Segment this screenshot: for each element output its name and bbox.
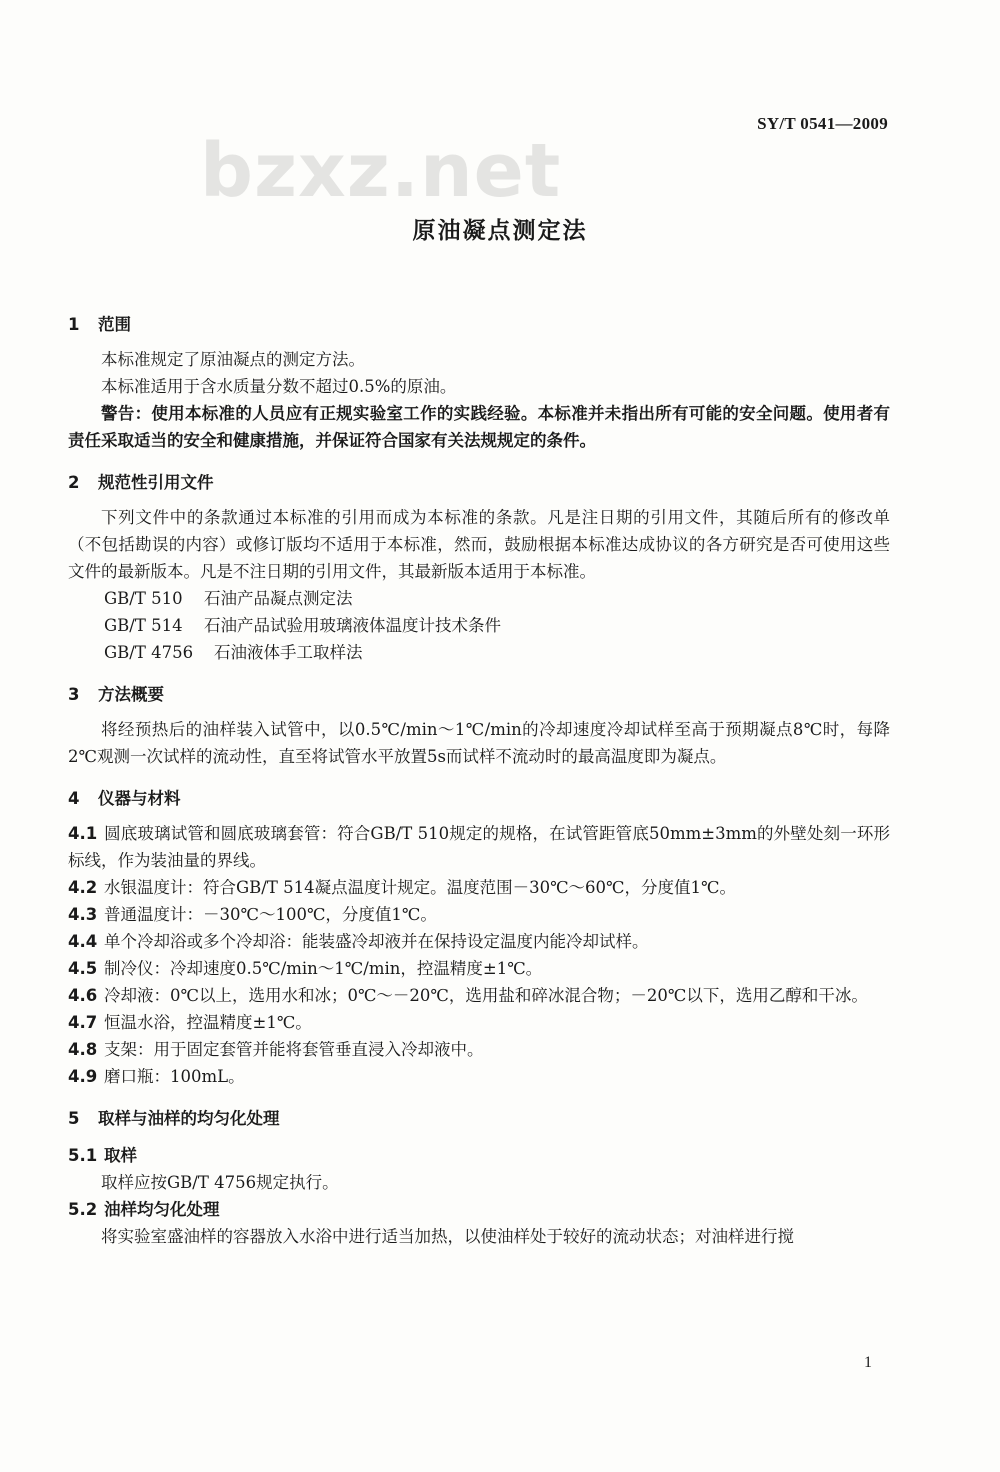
list-item [68,982,890,1009]
paragraph: 将经预热后的油样装入试管中，以0.5℃/min～1℃/min的冷却速度冷却试样至高于预期凝点8℃时，每降2℃观测一次试样的流动性，直至将试管水平放置5s而试样不流动时的最高温度即为凝点。 [68,720,890,766]
list-item [68,874,890,901]
instrument-list [68,820,890,1090]
list-item [68,1036,890,1063]
subsection-number: 5.1 [68,1146,98,1165]
item-text: 支架：用于固定套管并能将套管垂直浸入冷却液中。 [104,1040,484,1059]
item-text: 制冷仪：冷却速度0.5℃/min～1℃/min，控温精度±1℃。 [104,959,543,978]
list-item [68,928,890,955]
section-title: 范围 [98,315,131,334]
document-body [68,310,890,1250]
paragraph: 本标准适用于含水质量分数不超过0.5%的原油。 [101,377,457,396]
warning-paragraph: 警告：使用本标准的人员应有正规实验室工作的实践经验。本标准并未指出所有可能的安全问题。使用者有责任采取适当的安全和健康措施，并保证符合国家有关法规规定的条件。 [68,404,890,450]
paragraph: 将实验室盛油样的容器放入水浴中进行适当加热，以使油样处于较好的流动状态；对油样进行搅 [101,1227,794,1246]
item-text: 磨口瓶：100mL。 [104,1067,245,1086]
section-4-heading [68,784,890,814]
paragraph: 取样应按GB/T 4756规定执行。 [101,1173,339,1192]
list-item [68,1063,890,1090]
item-number: 4.4 [68,932,98,951]
watermark: bzxz.net [200,128,562,214]
list-item [68,901,890,928]
item-number: 4.3 [68,905,98,924]
reference-name: 石油产品试验用玻璃液体温度计技术条件 [204,616,501,635]
reference-code: GB/T 514 [104,616,183,635]
section-1-heading [68,310,890,340]
item-number: 4.7 [68,1013,98,1032]
list-item [68,1009,890,1036]
section-title: 方法概要 [98,685,164,704]
section-5-heading [68,1104,890,1134]
item-text: 普通温度计：－30℃～100℃，分度值1℃。 [104,905,437,924]
page-number: 1 [864,1354,872,1371]
subsection-5-2-heading [68,1196,890,1223]
item-number: 4.2 [68,878,98,897]
item-text: 圆底玻璃试管和圆底玻璃套管：符合GB/T 510规定的规格，在试管距管底50mm±3mm的外壁处刻一环形标线，作为装油量的界线。 [68,824,890,870]
paragraph: 本标准规定了原油凝点的测定方法。 [101,350,365,369]
section-title: 仪器与材料 [98,789,181,808]
reference-name: 石油产品凝点测定法 [204,589,353,608]
reference-name: 石油液体手工取样法 [214,643,363,662]
section-title: 规范性引用文件 [98,473,214,492]
item-text: 单个冷却浴或多个冷却浴：能装盛冷却液并在保持设定温度内能冷却试样。 [104,932,649,951]
section-number: 2 [68,473,80,492]
list-item [68,820,890,874]
subsection-number: 5.2 [68,1200,98,1219]
subsection-title: 取样 [104,1146,137,1165]
reference-item [68,585,890,612]
item-number: 4.8 [68,1040,98,1059]
item-text: 冷却液：0℃以上，选用水和冰；0℃～－20℃，选用盐和碎冰混合物；－20℃以下，选用乙醇和干冰。 [104,986,868,1005]
document-title: 原油凝点测定法 [412,218,588,244]
item-number: 4.6 [68,986,98,1005]
section-3-heading [68,680,890,710]
subsection-5-1-heading [68,1142,890,1169]
list-item [68,955,890,982]
standard-code: SY/T 0541—2009 [757,114,888,133]
section-number: 3 [68,685,80,704]
reference-item [68,612,890,639]
item-number: 4.5 [68,959,98,978]
reference-code: GB/T 510 [104,589,183,608]
paragraph: 下列文件中的条款通过本标准的引用而成为本标准的条款。凡是注日期的引用文件，其随后所有的修改单（不包括勘误的内容）或修订版均不适用于本标准，然而，鼓励根据本标准达成协议的各方研究是否可使用这些文件的最新版本。凡是不注日期的引用文件，其最新版本适用于本标准。 [68,508,890,581]
reference-item [68,639,890,666]
item-number: 4.9 [68,1067,98,1086]
section-2-heading [68,468,890,498]
item-text: 水银温度计：符合GB/T 514凝点温度计规定。温度范围－30℃～60℃，分度值1℃。 [104,878,736,897]
section-number: 1 [68,315,80,334]
item-number: 4.1 [68,824,98,843]
reference-code: GB/T 4756 [104,643,194,662]
section-title: 取样与油样的均匀化处理 [98,1109,280,1128]
subsection-title: 油样均匀化处理 [104,1200,220,1219]
section-number: 5 [68,1109,80,1128]
section-number: 4 [68,789,80,808]
item-text: 恒温水浴，控温精度±1℃。 [104,1013,312,1032]
